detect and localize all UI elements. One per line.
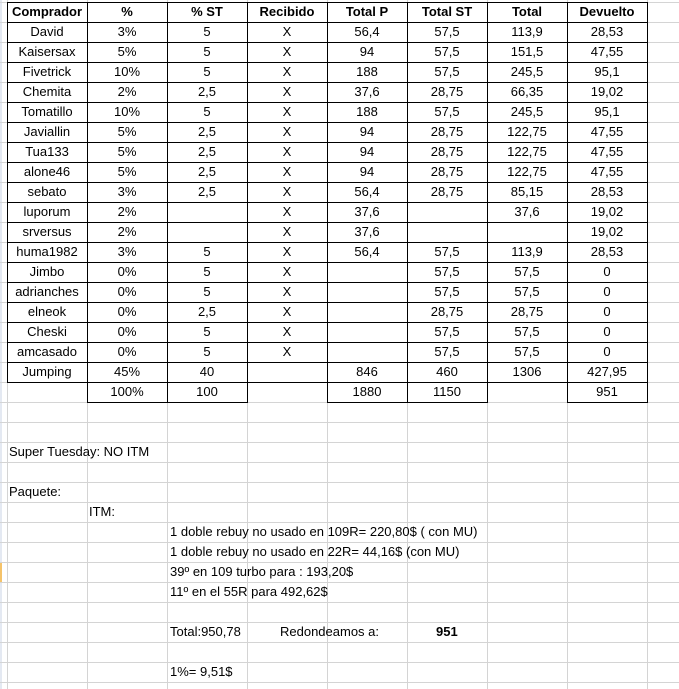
cell-total-st[interactable]: 28,75 xyxy=(430,144,464,159)
itm-item-1[interactable]: 1 doble rebuy no usado en 109R= 220,80$ ( con MU) xyxy=(170,524,478,539)
gridline-horizontal xyxy=(0,462,679,463)
cell-devuelto[interactable]: 0 xyxy=(603,284,611,299)
cell-total-st[interactable]: 28,75 xyxy=(430,184,464,199)
gridline-horizontal xyxy=(0,602,679,603)
cell-total[interactable]: 113,9 xyxy=(511,24,543,39)
table-row xyxy=(0,122,679,142)
cell-total-p[interactable]: 188 xyxy=(356,64,378,79)
table-row xyxy=(0,282,679,302)
redondeo-value[interactable]: 951 xyxy=(436,624,458,639)
cell-total[interactable]: 57,5 xyxy=(514,284,540,299)
cell-devuelto[interactable]: 28,53 xyxy=(590,184,624,199)
one-percent-note[interactable]: 1%= 9,51$ xyxy=(170,664,233,679)
cell-porcentaje-st[interactable]: 2,5 xyxy=(197,124,217,139)
cell-comprador[interactable]: Jumping xyxy=(22,364,72,379)
header-comprador[interactable]: Comprador xyxy=(11,4,83,19)
table-row xyxy=(0,322,679,342)
cell-recibido[interactable]: X xyxy=(282,44,292,59)
cell-devuelto[interactable]: 427,95 xyxy=(587,364,627,379)
cell-total-st[interactable]: 28,75 xyxy=(430,164,464,179)
cell-recibido[interactable]: X xyxy=(282,24,292,39)
cell-total[interactable]: 57,5 xyxy=(514,324,540,339)
cell-total-st[interactable]: 57,5 xyxy=(434,344,460,359)
table-row xyxy=(0,22,679,42)
cell-recibido[interactable]: X xyxy=(282,184,292,199)
cell-porcentaje[interactable]: 3% xyxy=(117,244,137,259)
cell-comprador[interactable]: huma1982 xyxy=(16,244,78,259)
cell-porcentaje-st[interactable]: 5 xyxy=(203,244,211,259)
cell-porcentaje[interactable]: 0% xyxy=(117,264,137,279)
paquete-label[interactable]: Paquete: xyxy=(9,484,62,499)
table-row xyxy=(0,82,679,102)
cell-comprador[interactable]: David xyxy=(30,24,64,39)
table-row xyxy=(0,302,679,322)
cell-total-p[interactable]: 56,4 xyxy=(354,24,380,39)
header-recibido[interactable]: Recibido xyxy=(259,4,315,19)
cell-total-p[interactable]: 94 xyxy=(359,164,375,179)
cell-recibido[interactable]: X xyxy=(282,344,292,359)
cell-comprador[interactable]: Jimbo xyxy=(29,264,65,279)
gridline-horizontal xyxy=(0,422,679,423)
cell-porcentaje-st[interactable]: 5 xyxy=(203,264,211,279)
cell-devuelto[interactable]: 0 xyxy=(603,344,611,359)
cell-total-p[interactable]: 37,6 xyxy=(354,204,380,219)
cell-total-p[interactable]: 188 xyxy=(356,104,378,119)
cell-total-st[interactable]: 57,5 xyxy=(434,24,460,39)
cell-comprador[interactable]: elneok xyxy=(27,304,67,319)
cell-recibido[interactable]: X xyxy=(282,224,292,239)
cell-total[interactable]: 28,75 xyxy=(510,304,544,319)
itm-item-4[interactable]: 11º en el 55R para 492,62$ xyxy=(170,584,328,599)
cell-total-p[interactable]: 94 xyxy=(359,44,375,59)
cell-total-st[interactable]: 57,5 xyxy=(434,244,460,259)
cell-devuelto[interactable]: 0 xyxy=(603,264,611,279)
cell-recibido[interactable]: X xyxy=(282,284,292,299)
table-row xyxy=(0,142,679,162)
gridline-horizontal xyxy=(0,482,679,483)
cell-total[interactable]: 66,35 xyxy=(510,84,544,99)
cell-total-st[interactable]: 57,5 xyxy=(434,264,460,279)
cell-recibido[interactable] xyxy=(247,362,327,382)
cell-total[interactable] xyxy=(487,382,567,402)
cell-devuelto[interactable]: 19,02 xyxy=(590,84,624,99)
gridline-horizontal xyxy=(0,682,679,683)
cell-recibido[interactable] xyxy=(247,382,327,402)
table-row xyxy=(0,242,679,262)
cell-total[interactable] xyxy=(487,222,567,242)
cell-porcentaje-st[interactable]: 2,5 xyxy=(197,304,217,319)
cell-recibido[interactable]: X xyxy=(282,84,292,99)
cell-porcentaje[interactable]: 5% xyxy=(117,44,137,59)
cell-recibido[interactable]: X xyxy=(282,144,292,159)
cell-comprador[interactable]: adrianches xyxy=(15,284,79,299)
gridline-horizontal xyxy=(0,642,679,643)
cell-recibido[interactable]: X xyxy=(282,124,292,139)
totals-row xyxy=(0,382,679,402)
cell-comprador[interactable]: Tua133 xyxy=(25,144,69,159)
cell-total[interactable]: 122,75 xyxy=(507,164,547,179)
cell-total-st[interactable]: 57,5 xyxy=(434,324,460,339)
cell-comprador[interactable]: Tomatillo xyxy=(21,104,73,119)
cell-total-p[interactable]: 94 xyxy=(359,144,375,159)
cell-border xyxy=(167,402,248,403)
cell-total[interactable]: 57,5 xyxy=(514,344,540,359)
cell-porcentaje[interactable]: 2% xyxy=(117,224,137,239)
cell-recibido[interactable]: X xyxy=(282,204,292,219)
cell-porcentaje-st[interactable]: 5 xyxy=(203,344,211,359)
cell-comprador[interactable]: amcasado xyxy=(17,344,77,359)
cell-recibido[interactable]: X xyxy=(282,324,292,339)
cell-comprador[interactable]: Cheski xyxy=(27,324,67,339)
cell-border xyxy=(87,402,168,403)
cell-devuelto[interactable]: 0 xyxy=(603,304,611,319)
table-row xyxy=(0,262,679,282)
cell-total[interactable]: 57,5 xyxy=(514,264,540,279)
cell-total-p[interactable] xyxy=(327,302,407,322)
cell-total-st[interactable]: 57,5 xyxy=(434,104,460,119)
cell-porcentaje[interactable]: 5% xyxy=(117,144,137,159)
table-row xyxy=(0,42,679,62)
cell-comprador[interactable]: luporum xyxy=(23,204,71,219)
cell-porcentaje[interactable]: 0% xyxy=(117,324,137,339)
cell-porcentaje[interactable]: 10% xyxy=(113,64,141,79)
cell-comprador[interactable]: Fivetrick xyxy=(22,64,72,79)
cell-comprador[interactable]: Kaisersax xyxy=(18,44,76,59)
header-porcentaje[interactable]: % xyxy=(121,4,133,19)
super-tuesday-note[interactable]: Super Tuesday: NO ITM xyxy=(9,444,150,459)
table-row xyxy=(0,362,679,382)
cell-total-st[interactable]: 57,5 xyxy=(434,64,460,79)
header-porcentaje-st[interactable]: % ST xyxy=(191,4,223,19)
cell-porcentaje[interactable]: 0% xyxy=(117,344,137,359)
cell-total-p[interactable]: 846 xyxy=(356,364,378,379)
cell-total[interactable]: 113,9 xyxy=(511,244,543,259)
cell-total-st[interactable]: 1150 xyxy=(433,384,461,399)
cell-total[interactable]: 245,5 xyxy=(510,64,544,79)
cell-total-p[interactable] xyxy=(327,342,407,362)
cell-total-p[interactable] xyxy=(327,322,407,342)
cell-comprador[interactable]: Chemita xyxy=(22,84,72,99)
cell-total-st[interactable]: 57,5 xyxy=(434,284,460,299)
cell-total-p[interactable]: 94 xyxy=(359,124,375,139)
cell-devuelto[interactable]: 28,53 xyxy=(590,24,624,39)
cell-recibido[interactable]: X xyxy=(282,164,292,179)
cell-total[interactable]: 85,15 xyxy=(510,184,544,199)
cell-devuelto[interactable]: 47,55 xyxy=(590,44,624,59)
total-note[interactable]: Total:950,78 xyxy=(170,624,241,639)
cell-porcentaje[interactable]: 3% xyxy=(117,184,137,199)
cell-total-p[interactable] xyxy=(327,262,407,282)
cell-devuelto[interactable]: 47,55 xyxy=(590,144,624,159)
cell-devuelto[interactable]: 95,1 xyxy=(594,64,620,79)
table-row xyxy=(0,62,679,82)
cell-total-p[interactable]: 37,6 xyxy=(354,224,380,239)
cell-porcentaje[interactable]: 2% xyxy=(117,204,137,219)
cell-porcentaje[interactable]: 5% xyxy=(117,164,137,179)
cell-porcentaje[interactable]: 0% xyxy=(117,304,137,319)
cell-comprador[interactable] xyxy=(7,382,87,402)
cell-porcentaje[interactable]: 10% xyxy=(113,104,141,119)
cell-total-st[interactable]: 28,75 xyxy=(430,124,464,139)
table-row xyxy=(0,102,679,122)
header-devuelto[interactable]: Devuelto xyxy=(579,4,635,19)
cell-total[interactable]: 37,6 xyxy=(514,204,540,219)
table-row xyxy=(0,222,679,242)
cell-porcentaje-st[interactable]: 2,5 xyxy=(197,84,217,99)
redondeamos-label[interactable]: Redondeamos a: xyxy=(280,624,380,639)
cell-recibido[interactable]: X xyxy=(282,264,292,279)
cell-total-st[interactable] xyxy=(407,222,487,242)
cell-porcentaje-st[interactable]: 2,5 xyxy=(197,144,217,159)
cell-porcentaje[interactable]: 2% xyxy=(117,84,137,99)
table-row xyxy=(0,342,679,362)
cell-total-p[interactable]: 1880 xyxy=(352,384,382,399)
cell-total-p[interactable]: 56,4 xyxy=(354,244,380,259)
header-row xyxy=(0,2,679,22)
cell-porcentaje-st[interactable]: 5 xyxy=(203,44,211,59)
cell-porcentaje[interactable]: 45% xyxy=(113,364,141,379)
cell-porcentaje-st[interactable]: 2,5 xyxy=(197,184,217,199)
cell-devuelto[interactable]: 19,02 xyxy=(590,204,624,219)
gridline-horizontal xyxy=(0,662,679,663)
cell-porcentaje-st[interactable]: 5 xyxy=(203,104,211,119)
table-row xyxy=(0,202,679,222)
cell-devuelto[interactable]: 47,55 xyxy=(590,124,624,139)
cell-porcentaje-st[interactable]: 5 xyxy=(203,324,211,339)
cell-total-st[interactable]: 57,5 xyxy=(434,44,460,59)
itm-item-2[interactable]: 1 doble rebuy no usado en 22R= 44,16$ (con MU) xyxy=(170,544,460,559)
cell-total[interactable]: 122,75 xyxy=(507,124,547,139)
cell-recibido[interactable]: X xyxy=(282,104,292,119)
cell-porcentaje[interactable]: 0% xyxy=(117,284,137,299)
cell-comprador[interactable]: Javiallin xyxy=(23,124,71,139)
cell-total-p[interactable]: 37,6 xyxy=(354,84,380,99)
cell-porcentaje-st[interactable] xyxy=(167,222,247,242)
cell-porcentaje-st[interactable]: 5 xyxy=(203,24,211,39)
cell-total[interactable]: 1306 xyxy=(512,364,542,379)
cell-total-p[interactable]: 56,4 xyxy=(354,184,380,199)
cell-devuelto[interactable]: 951 xyxy=(596,384,618,399)
cell-devuelto[interactable]: 95,1 xyxy=(594,104,620,119)
itm-item-3[interactable]: 39º en 109 turbo para : 193,20$ xyxy=(170,564,354,579)
cell-porcentaje-st[interactable] xyxy=(167,202,247,222)
cell-porcentaje-st[interactable]: 5 xyxy=(203,284,211,299)
cell-porcentaje[interactable]: 3% xyxy=(117,24,137,39)
cell-border xyxy=(327,402,408,403)
header-total-st[interactable]: Total ST xyxy=(421,4,473,19)
cell-devuelto[interactable]: 0 xyxy=(603,324,611,339)
cell-recibido[interactable]: X xyxy=(282,64,292,79)
cell-porcentaje-st[interactable]: 100 xyxy=(196,384,218,399)
cell-total[interactable]: 245,5 xyxy=(510,104,544,119)
cell-total[interactable]: 122,75 xyxy=(507,144,547,159)
cell-total-st[interactable]: 28,75 xyxy=(430,84,464,99)
itm-label[interactable]: ITM: xyxy=(89,504,115,519)
cell-total-st[interactable]: 460 xyxy=(436,364,458,379)
cell-porcentaje[interactable]: 100% xyxy=(110,384,144,399)
gridline-horizontal xyxy=(0,582,679,583)
cell-recibido[interactable]: X xyxy=(282,244,292,259)
table-row xyxy=(0,182,679,202)
cell-comprador[interactable]: alone46 xyxy=(23,164,71,179)
cell-devuelto[interactable]: 47,55 xyxy=(590,164,624,179)
cell-porcentaje-st[interactable]: 40 xyxy=(199,364,215,379)
cell-porcentaje[interactable]: 5% xyxy=(117,124,137,139)
cell-comprador[interactable]: sebato xyxy=(27,184,67,199)
cell-total-p[interactable] xyxy=(327,282,407,302)
cell-devuelto[interactable]: 28,53 xyxy=(590,244,624,259)
header-total-p[interactable]: Total P xyxy=(345,4,389,19)
selected-row-marker xyxy=(0,562,2,582)
cell-devuelto[interactable]: 19,02 xyxy=(590,224,624,239)
cell-border xyxy=(407,402,488,403)
cell-porcentaje-st[interactable]: 5 xyxy=(203,64,211,79)
cell-recibido[interactable]: X xyxy=(282,304,292,319)
cell-total-st[interactable]: 28,75 xyxy=(430,304,464,319)
cell-total-st[interactable] xyxy=(407,202,487,222)
cell-total[interactable]: 151,5 xyxy=(510,44,544,59)
table-row xyxy=(0,162,679,182)
header-total[interactable]: Total xyxy=(511,4,543,19)
cell-comprador[interactable]: srversus xyxy=(22,224,72,239)
cell-porcentaje-st[interactable]: 2,5 xyxy=(197,164,217,179)
cell-border xyxy=(567,402,648,403)
